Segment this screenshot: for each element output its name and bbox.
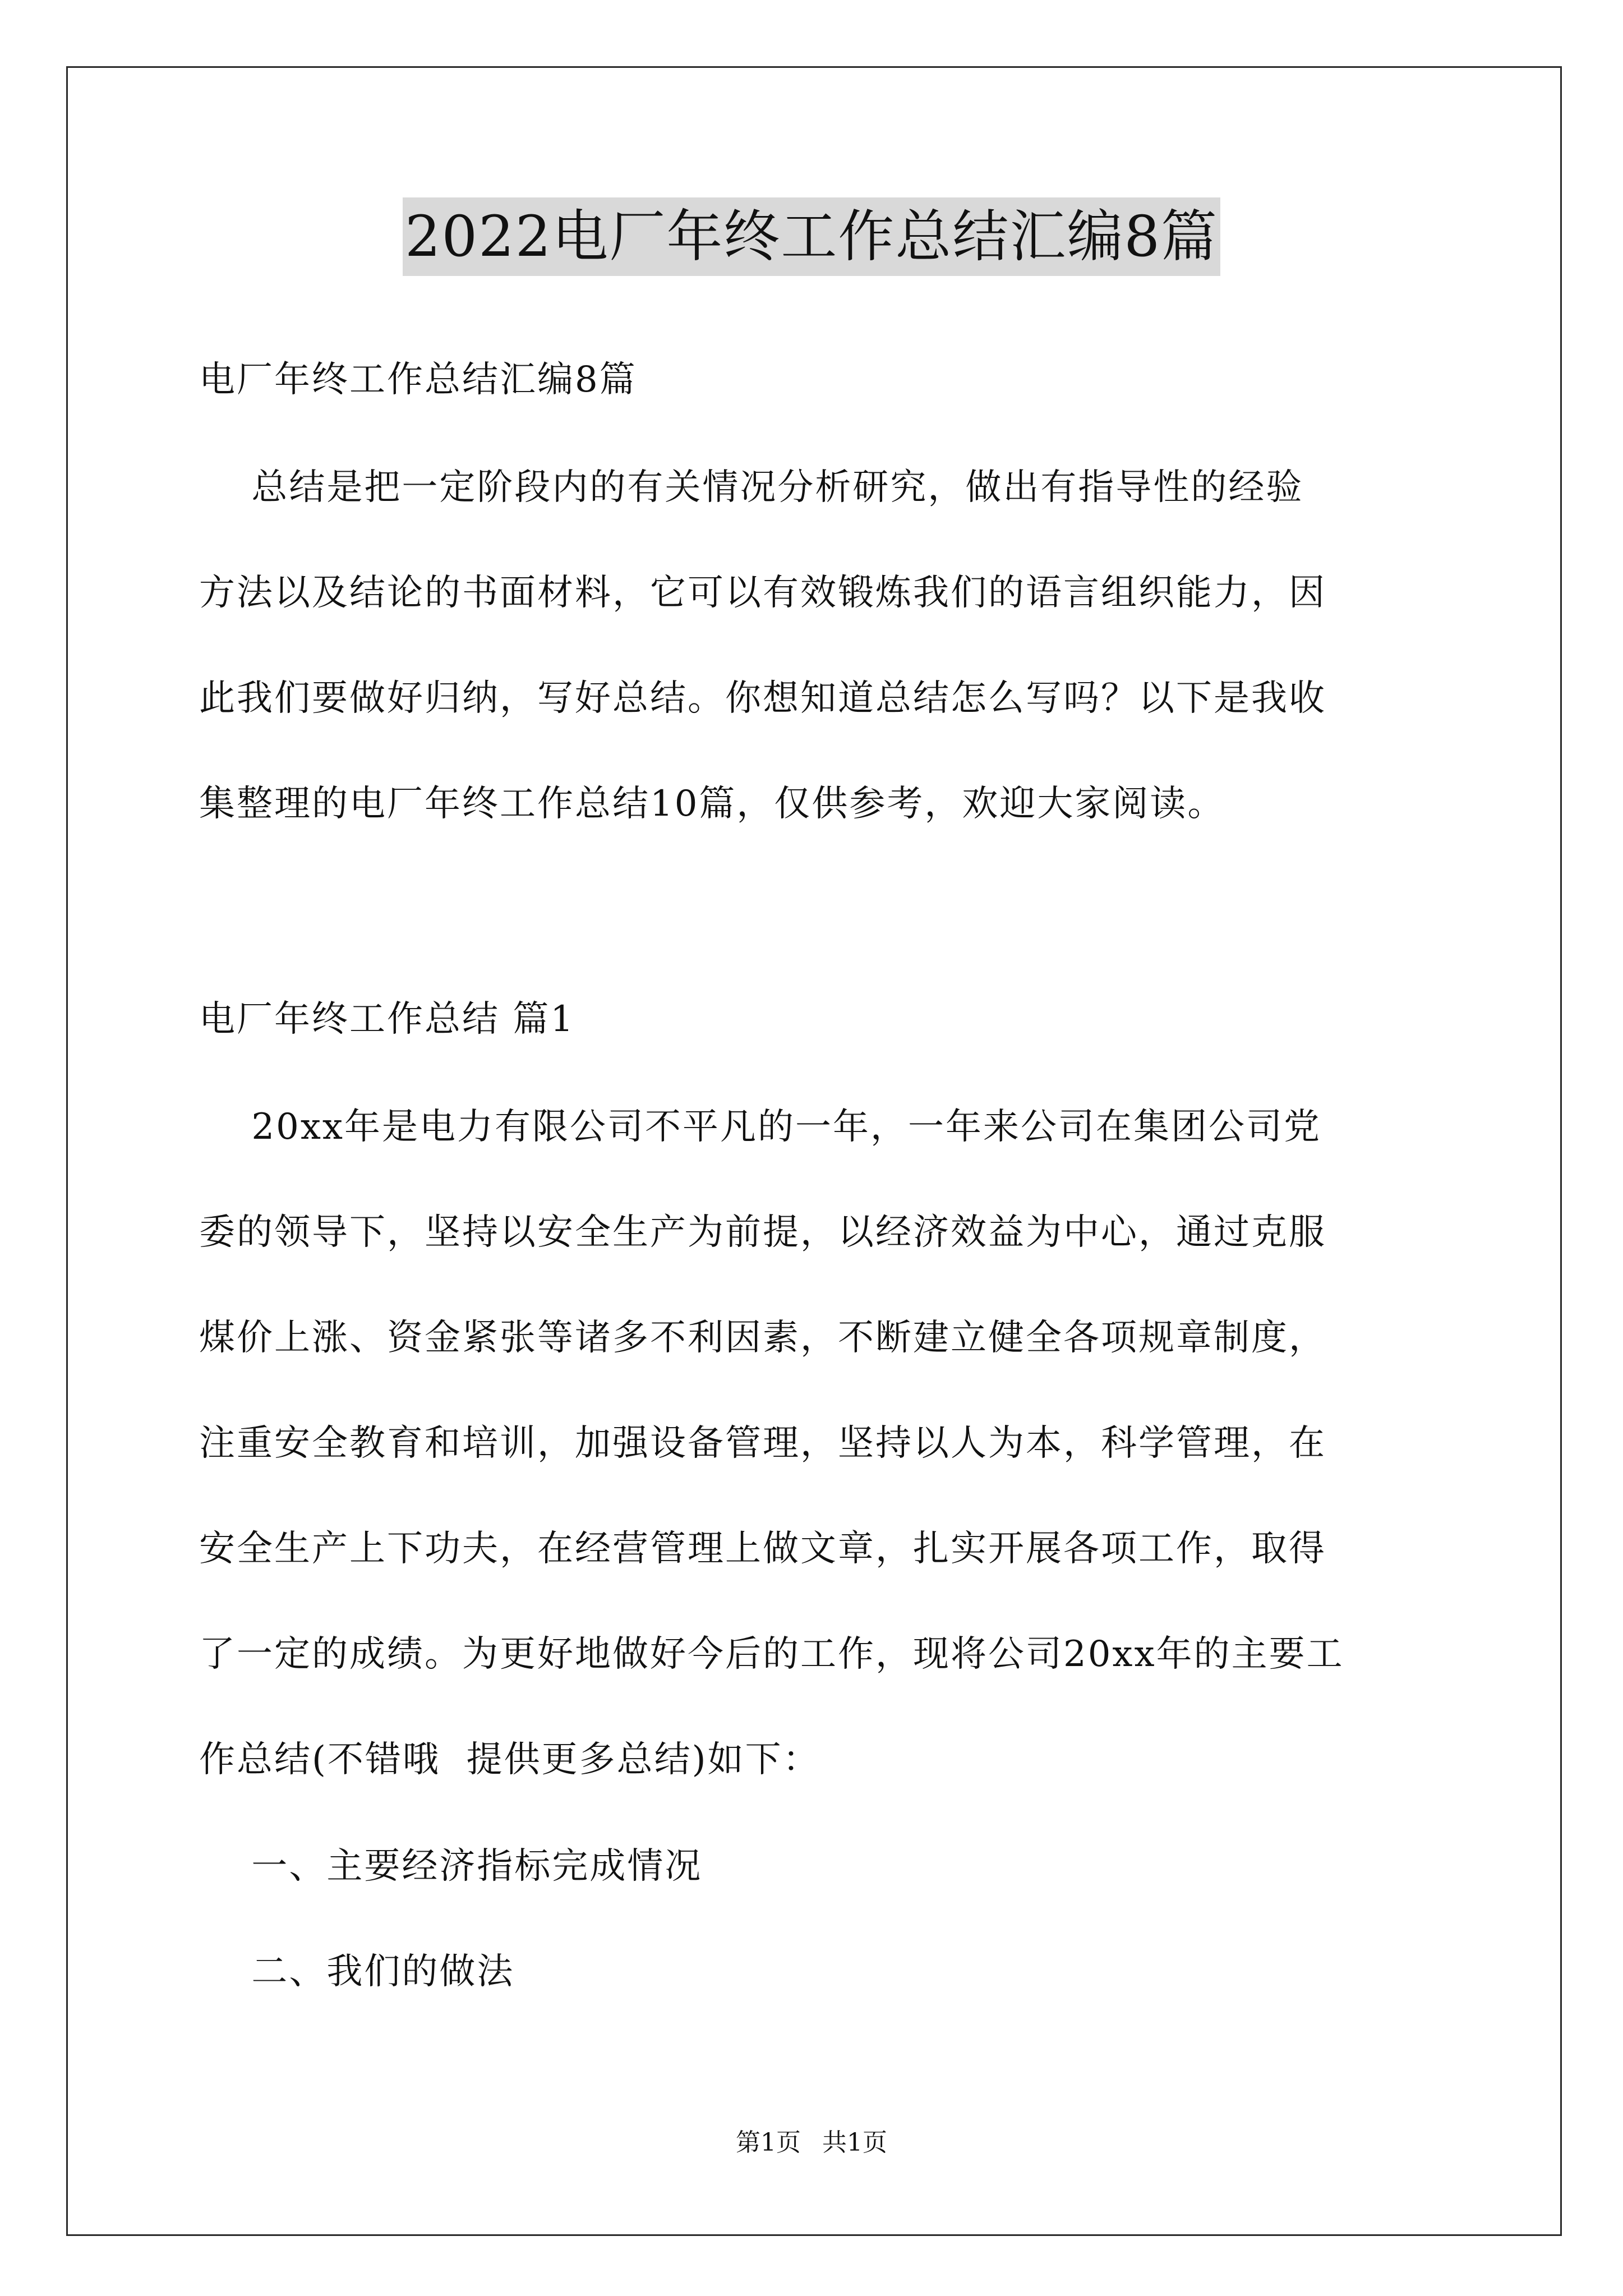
intro-line-4: 集整理的电厂年终工作总结10篇，仅供参考，欢迎大家阅读。 <box>199 783 1225 825</box>
body-line-2: 委的领导下，坚持以安全生产为前提，以经济效益为中心，通过克服 <box>199 1212 1326 1253</box>
title-wrap <box>0 197 1623 276</box>
document-subtitle: 电厂年终工作总结汇编8篇 <box>199 359 637 401</box>
body-line-3: 煤价上涨、资金紧张等诸多不利因素，不断建立健全各项规章制度， <box>199 1317 1326 1359</box>
page-footer <box>0 2127 1623 2159</box>
intro-line-3: 此我们要做好归纳，写好总结。你想知道总结怎么写吗？以下是我收 <box>199 678 1326 719</box>
body-line-5: 安全生产上下功夫，在经营管理上做文章，扎实开展各项工作，取得 <box>199 1528 1326 1570</box>
body-line-4: 注重安全教育和培训，加强设备管理，坚持以人为本，科学管理，在 <box>199 1423 1326 1464</box>
page-number-total: 共1页 <box>822 2128 887 2157</box>
document-title: 2022电厂年终工作总结汇编8篇 <box>403 197 1220 276</box>
list-item-1: 一、主要经济指标完成情况 <box>199 1846 703 1887</box>
page-number-current: 第1页 <box>736 2128 801 2157</box>
intro-line-1: 总结是把一定阶段内的有关情况分析研究，做出有指导性的经验 <box>199 467 1304 508</box>
intro-line-2: 方法以及结论的书面材料，它可以有效锻炼我们的语言组织能力，因 <box>199 572 1326 614</box>
body-line-7: 作总结(不错哦 提供更多总结)如下： <box>199 1739 820 1780</box>
list-item-2: 二、我们的做法 <box>199 1951 515 1993</box>
body-line-6: 了一定的成绩。为更好地做好今后的工作，现将公司20xx年的主要工 <box>199 1634 1344 1675</box>
body-line-1: 20xx年是电力有限公司不平凡的一年，一年来公司在集团公司党 <box>199 1106 1321 1148</box>
section-heading: 电厂年终工作总结 篇1 <box>199 999 575 1040</box>
